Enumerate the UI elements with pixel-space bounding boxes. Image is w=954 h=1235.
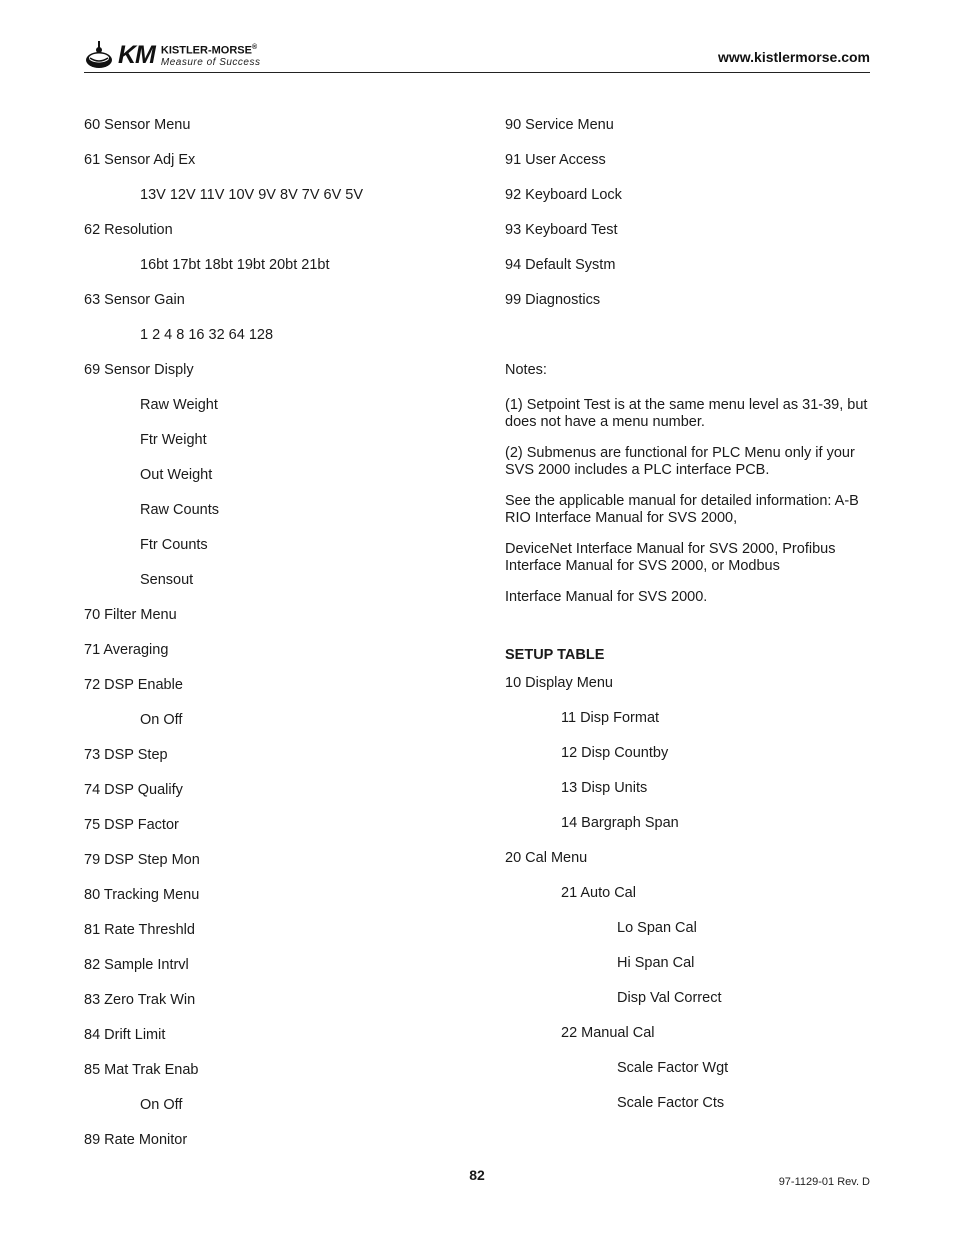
setup-table-list (505, 675, 873, 1130)
menu-item: 90 Service Menu (505, 117, 614, 133)
note-paragraph: See the applicable manual for detailed information: A-B RIO Interface Manual for SVS 2000, (505, 493, 859, 526)
menu-item: 99 Diagnostics (505, 292, 601, 308)
website-link[interactable]: www.kistlermorse.com (718, 49, 870, 65)
setup-subitem: Scale Factor Cts (617, 1095, 725, 1111)
company-logo (84, 38, 261, 72)
menu-item: 84 Drift Limit (84, 1027, 166, 1043)
setup-subitem: Lo Span Cal (617, 920, 697, 936)
menu-item: 62 Resolution (84, 222, 173, 238)
setup-table-heading: SETUP TABLE (505, 647, 605, 663)
setup-subitem: 21 Auto Cal (561, 885, 636, 901)
note-paragraph: (1) Setpoint Test is at the same menu level as 31-39, but does not have a menu number. (505, 397, 868, 430)
setup-item: 10 Display Menu (505, 675, 613, 691)
menu-option: Sensout (140, 572, 194, 588)
menu-option: Raw Weight (140, 397, 218, 413)
menu-item: 82 Sample Intrvl (84, 957, 189, 973)
menu-option: 1 2 4 8 16 32 64 128 (140, 327, 274, 343)
menu-option: Raw Counts (140, 502, 219, 518)
menu-option: 16bt 17bt 18bt 19bt 20bt 21bt (140, 257, 330, 273)
logo-tagline: Measure of Success (160, 56, 261, 68)
setup-subitem: 11 Disp Format (561, 710, 660, 726)
menu-option: On Off (140, 1097, 183, 1113)
menu-option: Ftr Weight (140, 432, 207, 448)
page-number: 82 (469, 1167, 485, 1183)
menu-item: 83 Zero Trak Win (84, 992, 196, 1008)
setup-subitem: 22 Manual Cal (561, 1025, 655, 1041)
left-menu-column (84, 117, 464, 1167)
setup-subitem: 12 Disp Countby (561, 745, 669, 761)
setup-subitem: 13 Disp Units (561, 780, 648, 796)
setup-subitem: Hi Span Cal (617, 955, 695, 971)
setup-subitem: Disp Val Correct (617, 990, 722, 1006)
menu-item: 80 Tracking Menu (84, 887, 200, 903)
logo-initials: KM (118, 40, 155, 69)
menu-item: 89 Rate Monitor (84, 1132, 188, 1148)
note-paragraph: DeviceNet Interface Manual for SVS 2000, Profibus Interface Manual for SVS 2000, or Modbus (505, 541, 836, 574)
setup-subitem: 14 Bargraph Span (561, 815, 679, 831)
setup-item: 20 Cal Menu (505, 850, 588, 866)
menu-item: 91 User Access (505, 152, 606, 168)
menu-item: 72 DSP Enable (84, 677, 183, 693)
menu-item: 93 Keyboard Test (505, 222, 618, 238)
spacer (505, 327, 873, 362)
notes-title: Notes: (505, 362, 547, 378)
scale-dial-icon (84, 40, 114, 70)
spacer (505, 620, 873, 647)
logo-company-name: KISTLER-MORSE® (160, 44, 258, 57)
note-paragraph: Interface Manual for SVS 2000. (505, 589, 708, 605)
menu-item: 85 Mat Trak Enab (84, 1062, 199, 1078)
menu-item: 61 Sensor Adj Ex (84, 152, 196, 168)
menu-item: 71 Averaging (84, 642, 169, 658)
menu-option: On Off (140, 712, 183, 728)
header-divider (84, 72, 870, 73)
menu-item: 73 DSP Step (84, 747, 168, 763)
note-paragraph: (2) Submenus are functional for PLC Menu only if your SVS 2000 includes a PLC interface PCB. (505, 445, 855, 478)
menu-item: 92 Keyboard Lock (505, 187, 622, 203)
menu-option: 13V 12V 11V 10V 9V 8V 7V 6V 5V (140, 187, 364, 203)
menu-item: 69 Sensor Disply (84, 362, 194, 378)
document-number: 97-1129-01 Rev. D (778, 1176, 870, 1188)
menu-item: 74 DSP Qualify (84, 782, 183, 798)
menu-option: Ftr Counts (140, 537, 208, 553)
menu-item: 94 Default Systm (505, 257, 616, 273)
menu-option: Out Weight (140, 467, 213, 483)
menu-item: 60 Sensor Menu (84, 117, 191, 133)
menu-item: 79 DSP Step Mon (84, 852, 200, 868)
menu-item: 70 Filter Menu (84, 607, 177, 623)
setup-subitem: Scale Factor Wgt (617, 1060, 729, 1076)
menu-item: 75 DSP Factor (84, 817, 179, 833)
right-column (505, 117, 873, 1130)
menu-item: 81 Rate Threshld (84, 922, 195, 938)
service-menu-list (505, 117, 873, 327)
page-header (84, 36, 870, 74)
notes-body (505, 397, 873, 606)
menu-item: 63 Sensor Gain (84, 292, 185, 308)
